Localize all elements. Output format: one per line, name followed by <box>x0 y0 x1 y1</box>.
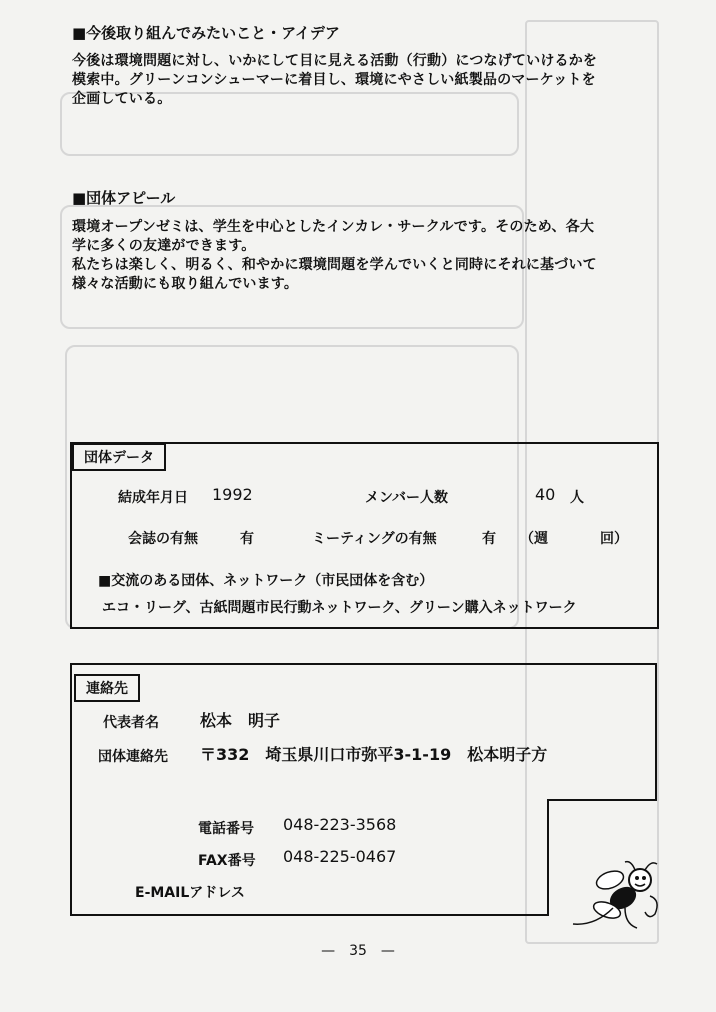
newsletter-label: 会誌の有無 <box>128 531 198 547</box>
text-line: 環境オープンゼミは、学生を中心としたインカレ・サークルです。そのため、各大 <box>72 219 595 235</box>
phone-label: 電話番号 <box>198 821 254 837</box>
fax-label: FAX番号 <box>198 853 256 869</box>
network-heading: ■交流のある団体、ネットワーク（市民団体を含む） <box>98 573 434 589</box>
address-label: 団体連絡先 <box>98 749 168 765</box>
phone-value: 048-223-3568 <box>283 815 397 834</box>
members-unit: 人 <box>570 490 584 506</box>
founded-value: 1992 <box>212 485 253 504</box>
group-appeal-heading: ■団体アピール <box>72 189 176 207</box>
text-line: 今後は環境問題に対し、いかにして目に見える活動（行動）につなげていけるかを <box>72 53 598 69</box>
meeting-label: ミーティングの有無 <box>312 531 437 547</box>
contact-tab: 連絡先 <box>74 674 140 702</box>
email-label: E-MAILアドレス <box>135 885 245 901</box>
future-ideas-heading: ■今後取り組んでみたいこと・アイデア <box>72 24 340 42</box>
meeting-value: 有 <box>482 531 496 547</box>
group-data-tab: 団体データ <box>72 443 166 471</box>
text-line: 様々な活動にも取り組んでいます。 <box>72 276 299 292</box>
text-line: 私たちは楽しく、明るく、和やかに環境問題を学んでいくと同時にそれに基づいて <box>72 257 597 273</box>
bee-mascot-icon <box>565 858 665 938</box>
members-value: 40 <box>535 485 556 504</box>
network-value: エコ・リーグ、古紙問題市民行動ネットワーク、グリーン購入ネットワーク <box>102 600 577 616</box>
representative-label: 代表者名 <box>103 715 159 731</box>
meeting-frequency-open: （週 <box>520 531 548 547</box>
text-line: 企画している。 <box>72 91 172 107</box>
meeting-frequency-close: 回） <box>600 531 628 547</box>
text-line: 学に多くの友達ができます。 <box>72 238 256 254</box>
address-value: 〒332 埼玉県川口市弥平3-1-19 松本明子方 <box>200 745 548 764</box>
representative-value: 松本 明子 <box>200 711 281 730</box>
text-line: 模索中。グリーンコンシューマーに着目し、環境にやさしい紙製品のマーケットを <box>72 72 596 88</box>
page-number: — 35 — <box>321 943 395 959</box>
newsletter-value: 有 <box>240 531 254 547</box>
members-label: メンバー人数 <box>365 490 449 506</box>
fax-value: 048-225-0467 <box>283 847 397 866</box>
founded-label: 結成年月日 <box>118 490 188 506</box>
